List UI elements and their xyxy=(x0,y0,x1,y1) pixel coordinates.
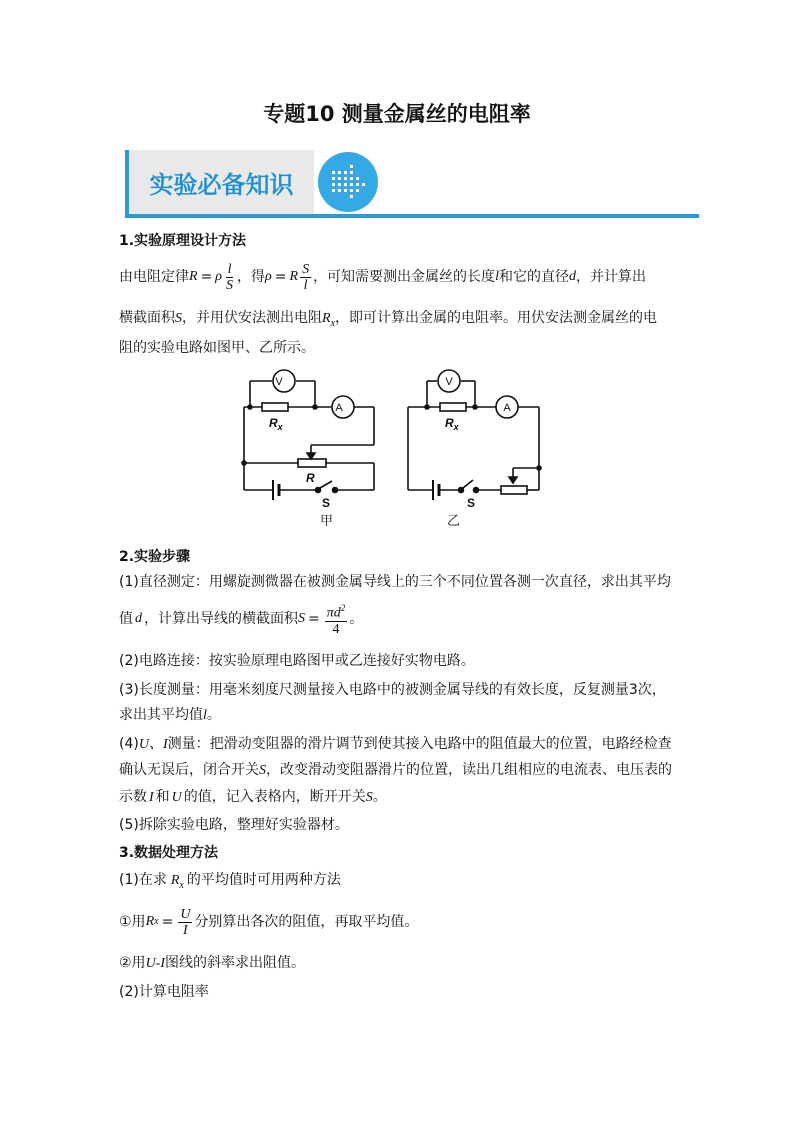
ammeter-label-yi: A xyxy=(503,402,511,414)
rx-label-jia: $R_x$ xyxy=(269,416,283,432)
page-title: 专题10 测量金属丝的电阻率 xyxy=(263,102,531,126)
section-banner xyxy=(125,150,699,222)
fraction-pi-d2-over-4: $\frac{\pi d^2}{4}$ xyxy=(326,603,346,637)
step-4-line1: (4)U、I测量：把滑动变阻器的滑片调节到使其接入电路中的阻值最大的位置，电路经检查 xyxy=(119,736,672,752)
banner-label-box xyxy=(125,150,314,214)
section-heading-2: 2.实验步骤 xyxy=(119,549,191,565)
switch-label-jia: S xyxy=(322,496,331,510)
paragraph-principle-line3: 阻的实验电路如图甲、乙所示。 xyxy=(119,340,315,356)
ammeter-label-jia: A xyxy=(335,402,343,414)
paragraph-principle-line2: 横截面积S，并用伏安法测出电阻$R_x$，即可计算出金属的电阻率。用伏安法测金属丝的电 xyxy=(119,310,658,329)
step-4-line2: 确认无误后，闭合开关S，改变滑动变阻器滑片的位置，读出几组相应的电流表、电压表的 xyxy=(119,762,672,778)
step-3-line1: (3)长度测量：用毫米刻度尺测量接入电路中的被测金属导线的有效长度，反复测量3次， xyxy=(119,682,666,698)
banner-label: 实验必备知识 xyxy=(149,170,294,199)
step-4-line3: 示数 I 和 U 的值，记入表格内，断开开关S。 xyxy=(119,789,387,805)
section-heading-1: 1.实验原理设计方法 xyxy=(119,233,247,249)
switch-label-yi: S xyxy=(467,496,476,510)
data-method-1: ①用 R x = $\frac{U}{I}$ 分别算出各次的阻值，再取平均值。 xyxy=(119,906,419,938)
caption-yi: 乙 xyxy=(447,514,461,529)
step-5: (5)拆除实验电路，整理好实验器材。 xyxy=(119,817,349,833)
step-3-line2: 求出其平均值l。 xyxy=(119,707,221,723)
data-method-2: ②用U-I图线的斜率求出阻值。 xyxy=(119,955,305,971)
voltmeter-label-yi: V xyxy=(445,376,453,388)
voltmeter-label-jia: V xyxy=(275,376,283,388)
rheostat-label-jia: R xyxy=(306,471,315,485)
rx-label-yi: $R_x$ xyxy=(445,416,459,432)
paragraph-principle-line1: 由电阻定律 R = ρ $\frac{l}{S}$ ，得 ρ = R $\frac{S}{l}$ ，可知需要测出金属丝的长度 l 和它的直径 d ，并计算出 xyxy=(119,261,646,293)
step-1-line2: 值 d ，计算出导线的横截面积 S = $\frac{\pi d^2}{4}$ 。 xyxy=(119,603,364,637)
banner-underline xyxy=(125,214,699,218)
dotted-arrow-icon xyxy=(318,152,378,212)
step-1-line1: (1)直径测定：用螺旋测微器在被测金属导线上的三个不同位置各测一次直径，求出其平均 xyxy=(119,574,671,590)
fraction-l-over-s: $\frac{l}{S}$ xyxy=(226,261,234,293)
circuit-yi xyxy=(408,370,541,500)
data-method-resistivity: (2)计算电阻率 xyxy=(119,984,209,1000)
step-2: (2)电路连接：按实验原理电路图甲或乙连接好实物电路。 xyxy=(119,653,475,669)
fraction-s-over-l: $\frac{S}{l}$ xyxy=(302,261,310,293)
caption-jia: 甲 xyxy=(320,514,334,529)
section-heading-3: 3.数据处理方法 xyxy=(119,845,219,861)
fraction-u-over-i: $\frac{U}{I}$ xyxy=(180,906,191,938)
circuit-diagrams xyxy=(236,365,556,535)
data-method-intro: (1)在求 $R_x$ 的平均值时可用两种方法 xyxy=(119,872,341,891)
